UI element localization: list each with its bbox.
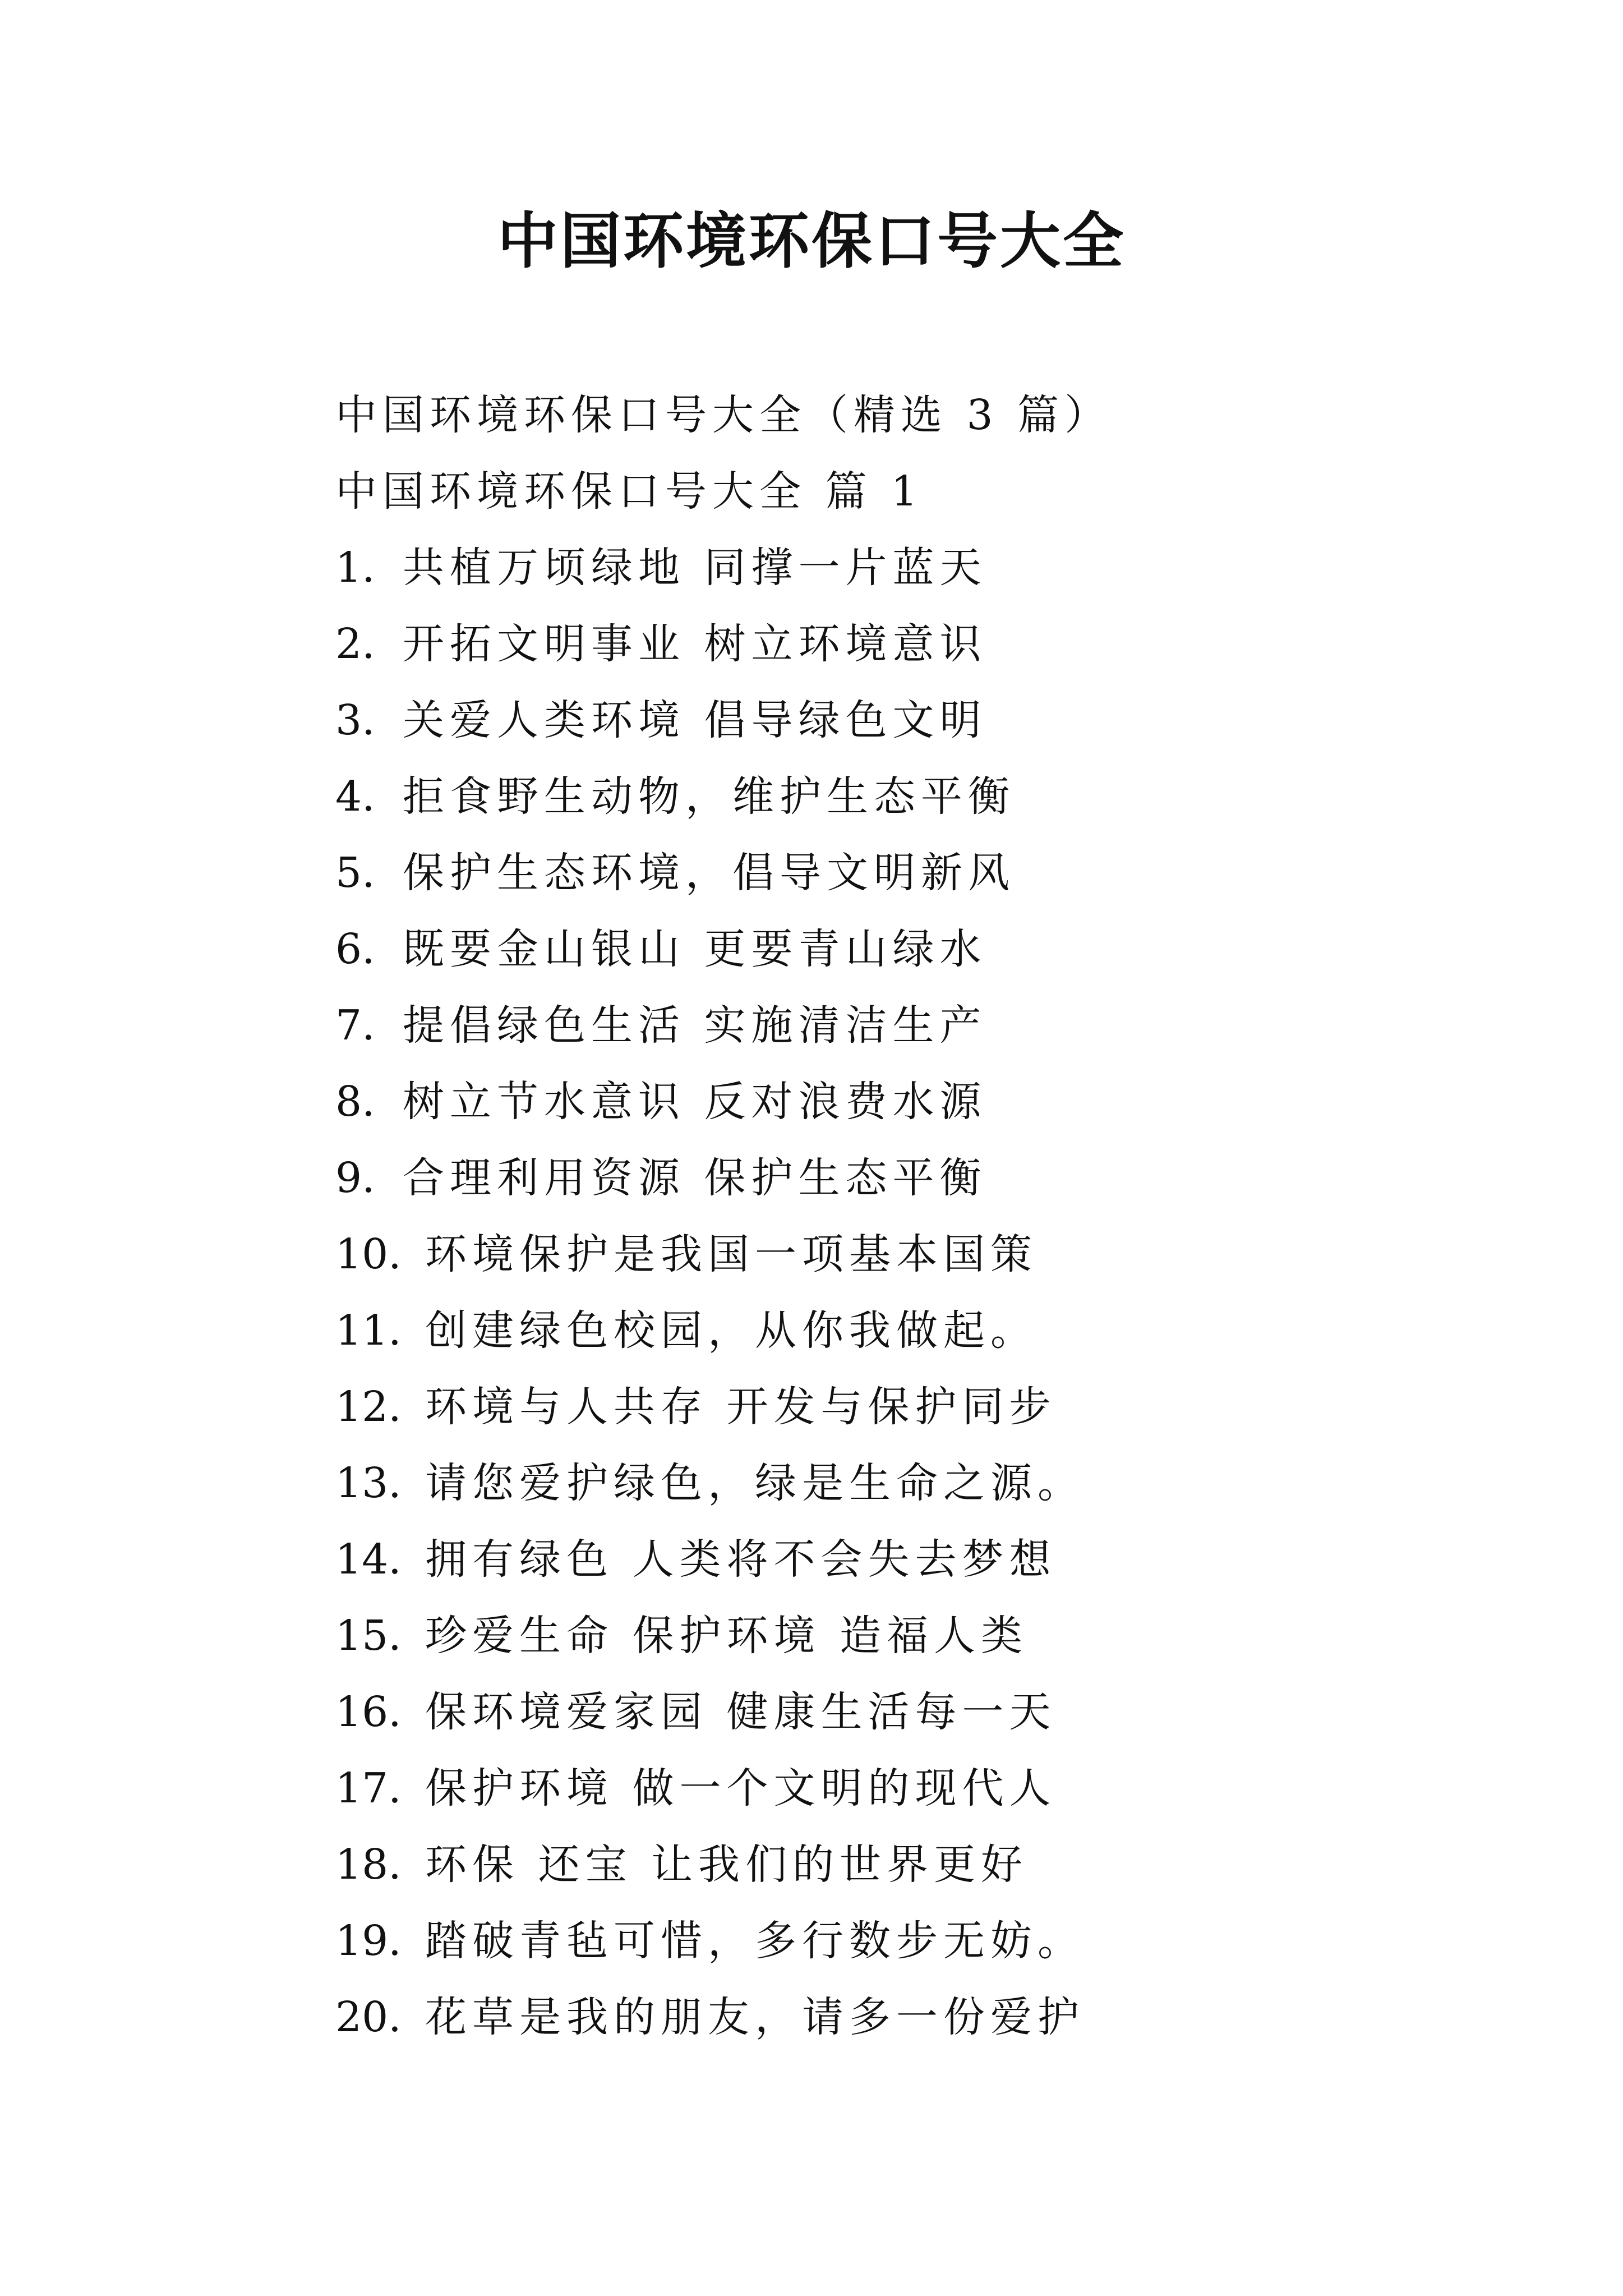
slogan-number: 17. (335, 1764, 402, 1812)
slogan-text: 拥有绿色 人类将不会失去梦想 (425, 1535, 1057, 1584)
slogan-text: 创建绿色校园，从你我做起。 (425, 1306, 1038, 1355)
slogan-number: 13. (335, 1459, 402, 1507)
slogan-number: 14. (335, 1535, 402, 1584)
slogan-item (335, 1521, 1513, 1598)
slogan-text: 环境保护是我国一项基本国策 (425, 1230, 1038, 1278)
slogan-item (335, 1674, 1513, 1750)
slogan-number: 19. (335, 1917, 402, 1965)
slogan-text: 开拓文明事业 树立环境意识 (403, 620, 987, 668)
slogan-text: 保环境爱家园 健康生活每一天 (425, 1688, 1057, 1736)
slogan-item (335, 1216, 1513, 1292)
slogan-number: 20. (335, 1993, 402, 2041)
slogan-item (335, 1750, 1513, 1826)
slogan-number: 1. (335, 544, 375, 592)
slogan-item (335, 530, 1513, 606)
slogan-item (335, 1826, 1513, 1903)
slogan-item (335, 682, 1513, 758)
slogan-text: 珍爱生命 保护环境 造福人类 (425, 1612, 1029, 1660)
slogan-number: 8. (335, 1078, 375, 1126)
slogan-number: 11. (335, 1306, 402, 1355)
slogan-number: 7. (335, 1001, 375, 1050)
slogan-number: 16. (335, 1688, 402, 1736)
document-subtitle: 中国环境环保口号大全（精选 3 篇） (335, 391, 1112, 439)
slogan-item (335, 606, 1513, 682)
slogan-number: 12. (335, 1383, 402, 1431)
slogan-item (335, 1979, 1513, 2055)
slogan-item (335, 1445, 1513, 1521)
document-title: 中国环境环保口号大全 (497, 206, 1126, 277)
slogan-text: 踏破青毡可惜，多行数步无妨。 (425, 1917, 1085, 1965)
slogan-text: 环保 还宝 让我们的世界更好 (425, 1841, 1029, 1889)
slogan-item (335, 758, 1513, 835)
slogan-number: 10. (335, 1230, 402, 1278)
slogan-item (335, 1064, 1513, 1140)
slogan-item (335, 1292, 1513, 1369)
slogan-text: 保护环境 做一个文明的现代人 (425, 1764, 1057, 1812)
slogan-text: 环境与人共存 开发与保护同步 (425, 1383, 1057, 1431)
section-heading: 中国环境环保口号大全 篇 1 (335, 467, 924, 516)
slogan-text: 树立节水意识 反对浪费水源 (403, 1078, 987, 1126)
slogan-text: 拒食野生动物，维护生态平衡 (403, 772, 1015, 821)
slogan-number: 3. (335, 696, 375, 744)
slogan-item (335, 1903, 1513, 1979)
slogan-text: 关爱人类环境 倡导绿色文明 (403, 696, 987, 744)
slogan-number: 5. (335, 849, 375, 897)
slogan-text: 提倡绿色生活 实施清洁生产 (403, 1001, 987, 1050)
slogan-text: 合理利用资源 保护生态平衡 (403, 1154, 987, 1202)
slogan-item (335, 1598, 1513, 1674)
slogan-number: 4. (335, 772, 375, 821)
slogan-text: 既要金山银山 更要青山绿水 (403, 925, 987, 973)
slogan-item (335, 911, 1513, 987)
slogan-text: 请您爱护绿色，绿是生命之源。 (425, 1459, 1085, 1507)
slogan-number: 15. (335, 1612, 402, 1660)
slogan-text: 花草是我的朋友，请多一份爱护 (425, 1993, 1085, 2041)
slogan-text: 共植万顷绿地 同撑一片蓝天 (403, 544, 987, 592)
slogan-item (335, 835, 1513, 911)
slogan-item (335, 1369, 1513, 1445)
slogan-number: 9. (335, 1154, 375, 1202)
slogan-item (335, 1140, 1513, 1216)
slogan-number: 6. (335, 925, 375, 973)
slogan-number: 18. (335, 1841, 402, 1889)
document-body (335, 377, 1513, 2055)
slogan-text: 保护生态环境，倡导文明新风 (403, 849, 1015, 897)
slogan-item (335, 987, 1513, 1064)
slogan-number: 2. (335, 620, 375, 668)
